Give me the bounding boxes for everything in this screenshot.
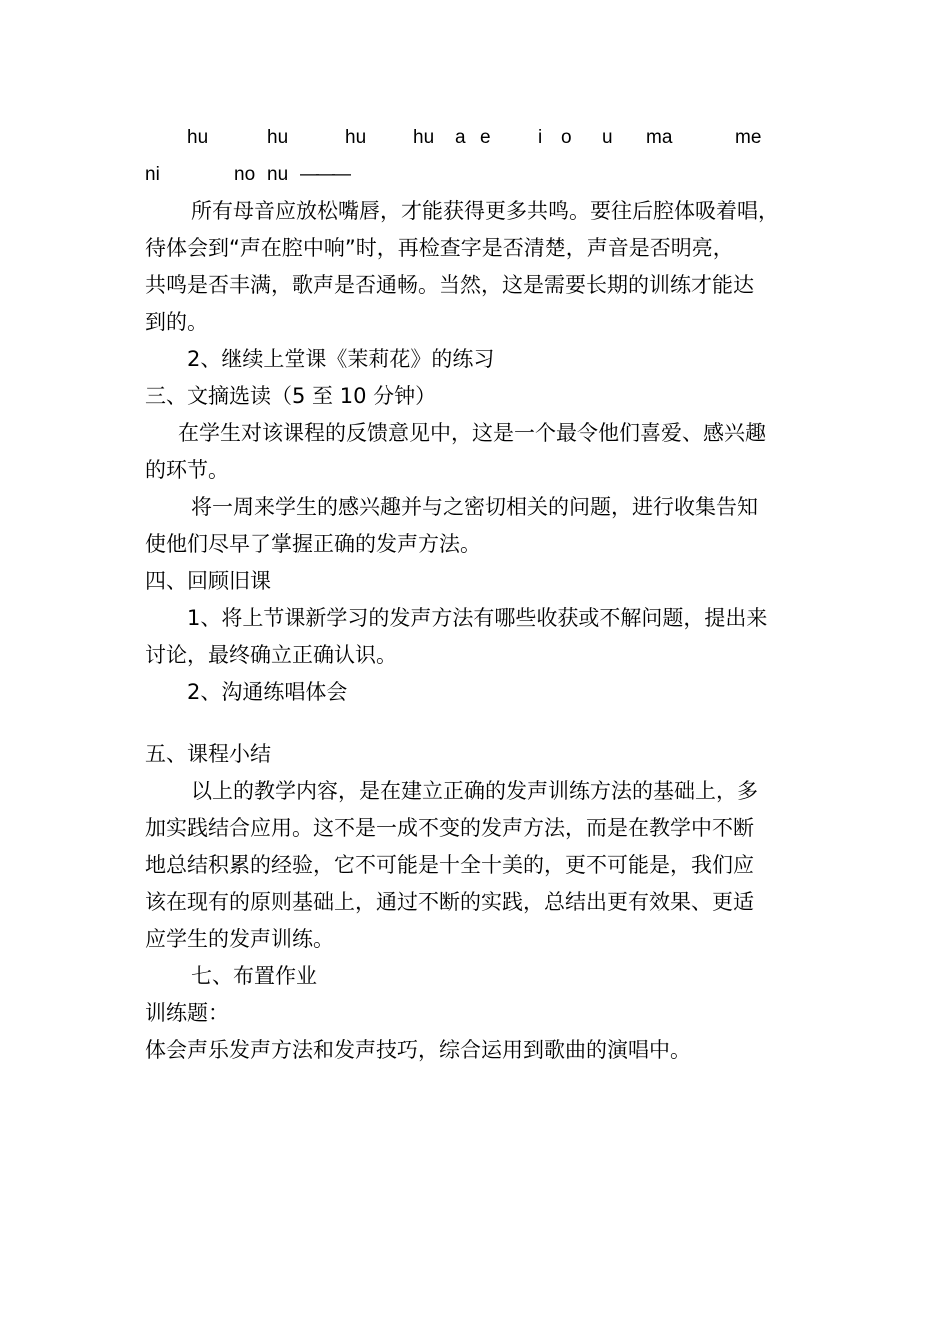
paragraph-line: 的环节。 <box>145 458 229 482</box>
list-item: 2、沟通练唱体会 <box>187 680 348 704</box>
pinyin-syllable: hu <box>187 127 209 148</box>
paragraph-line: 使他们尽早了掌握正确的发声方法。 <box>145 532 481 556</box>
pinyin-syllable: ni <box>145 164 160 185</box>
paragraph-line: 该在现有的原则基础上，通过不断的实践，总结出更有效果、更适 <box>145 890 754 914</box>
paragraph-line: 到的。 <box>145 310 208 334</box>
pinyin-syllable: e <box>480 127 491 148</box>
pinyin-syllable: hu <box>267 127 289 148</box>
paragraph-line: 将一周来学生的感兴趣并与之密切相关的问题，进行收集告知 <box>191 495 758 519</box>
pinyin-syllable: hu <box>413 127 435 148</box>
pinyin-dash: ——— <box>300 164 348 185</box>
list-item: 2、继续上堂课《茉莉花》的练习 <box>187 347 495 371</box>
paragraph-line: 在学生对该课程的反馈意见中，这是一个最令他们喜爱、感兴趣 <box>178 421 766 445</box>
paragraph-line: 应学生的发声训练。 <box>145 927 334 951</box>
section-heading: 五、课程小结 <box>145 742 271 766</box>
paragraph-line: 以上的教学内容，是在建立正确的发声训练方法的基础上，多 <box>191 779 758 803</box>
section-heading: 七、布置作业 <box>191 964 317 988</box>
pinyin-syllable: me <box>735 127 762 148</box>
paragraph-line: 讨论，最终确立正确认识。 <box>145 643 397 667</box>
pinyin-syllable: o <box>561 127 572 148</box>
pinyin-syllable: hu <box>345 127 367 148</box>
pinyin-syllable: u <box>602 127 613 148</box>
paragraph-line: 共鸣是否丰满，歌声是否通畅。当然，这是需要长期的训练才能达 <box>145 273 754 297</box>
paragraph-line: 所有母音应放松嘴唇，才能获得更多共鸣。要往后腔体吸着唱， <box>191 199 779 223</box>
pinyin-syllable: no <box>234 164 256 185</box>
section-heading: 三、文摘选读（5 至 10 分钟） <box>145 384 437 408</box>
paragraph-line: 1、将上节课新学习的发声方法有哪些收获或不解问题，提出来 <box>187 606 768 630</box>
homework-text: 体会声乐发声方法和发声技巧，综合运用到歌曲的演唱中。 <box>145 1038 691 1062</box>
pinyin-syllable: nu <box>267 164 289 185</box>
paragraph-line: 待体会到“声在腔中响”时，再检查字是否清楚，声音是否明亮， <box>145 236 734 260</box>
section-heading: 四、回顾旧课 <box>145 569 271 593</box>
paragraph-line: 地总结积累的经验，它不可能是十全十美的，更不可能是，我们应 <box>145 853 754 877</box>
homework-label: 训练题： <box>145 1001 229 1025</box>
pinyin-syllable: i <box>538 127 543 148</box>
pinyin-syllable: a <box>455 127 466 148</box>
pinyin-syllable: ma <box>646 127 673 148</box>
paragraph-line: 加实践结合应用。这不是一成不变的发声方法，而是在教学中不断 <box>145 816 754 840</box>
